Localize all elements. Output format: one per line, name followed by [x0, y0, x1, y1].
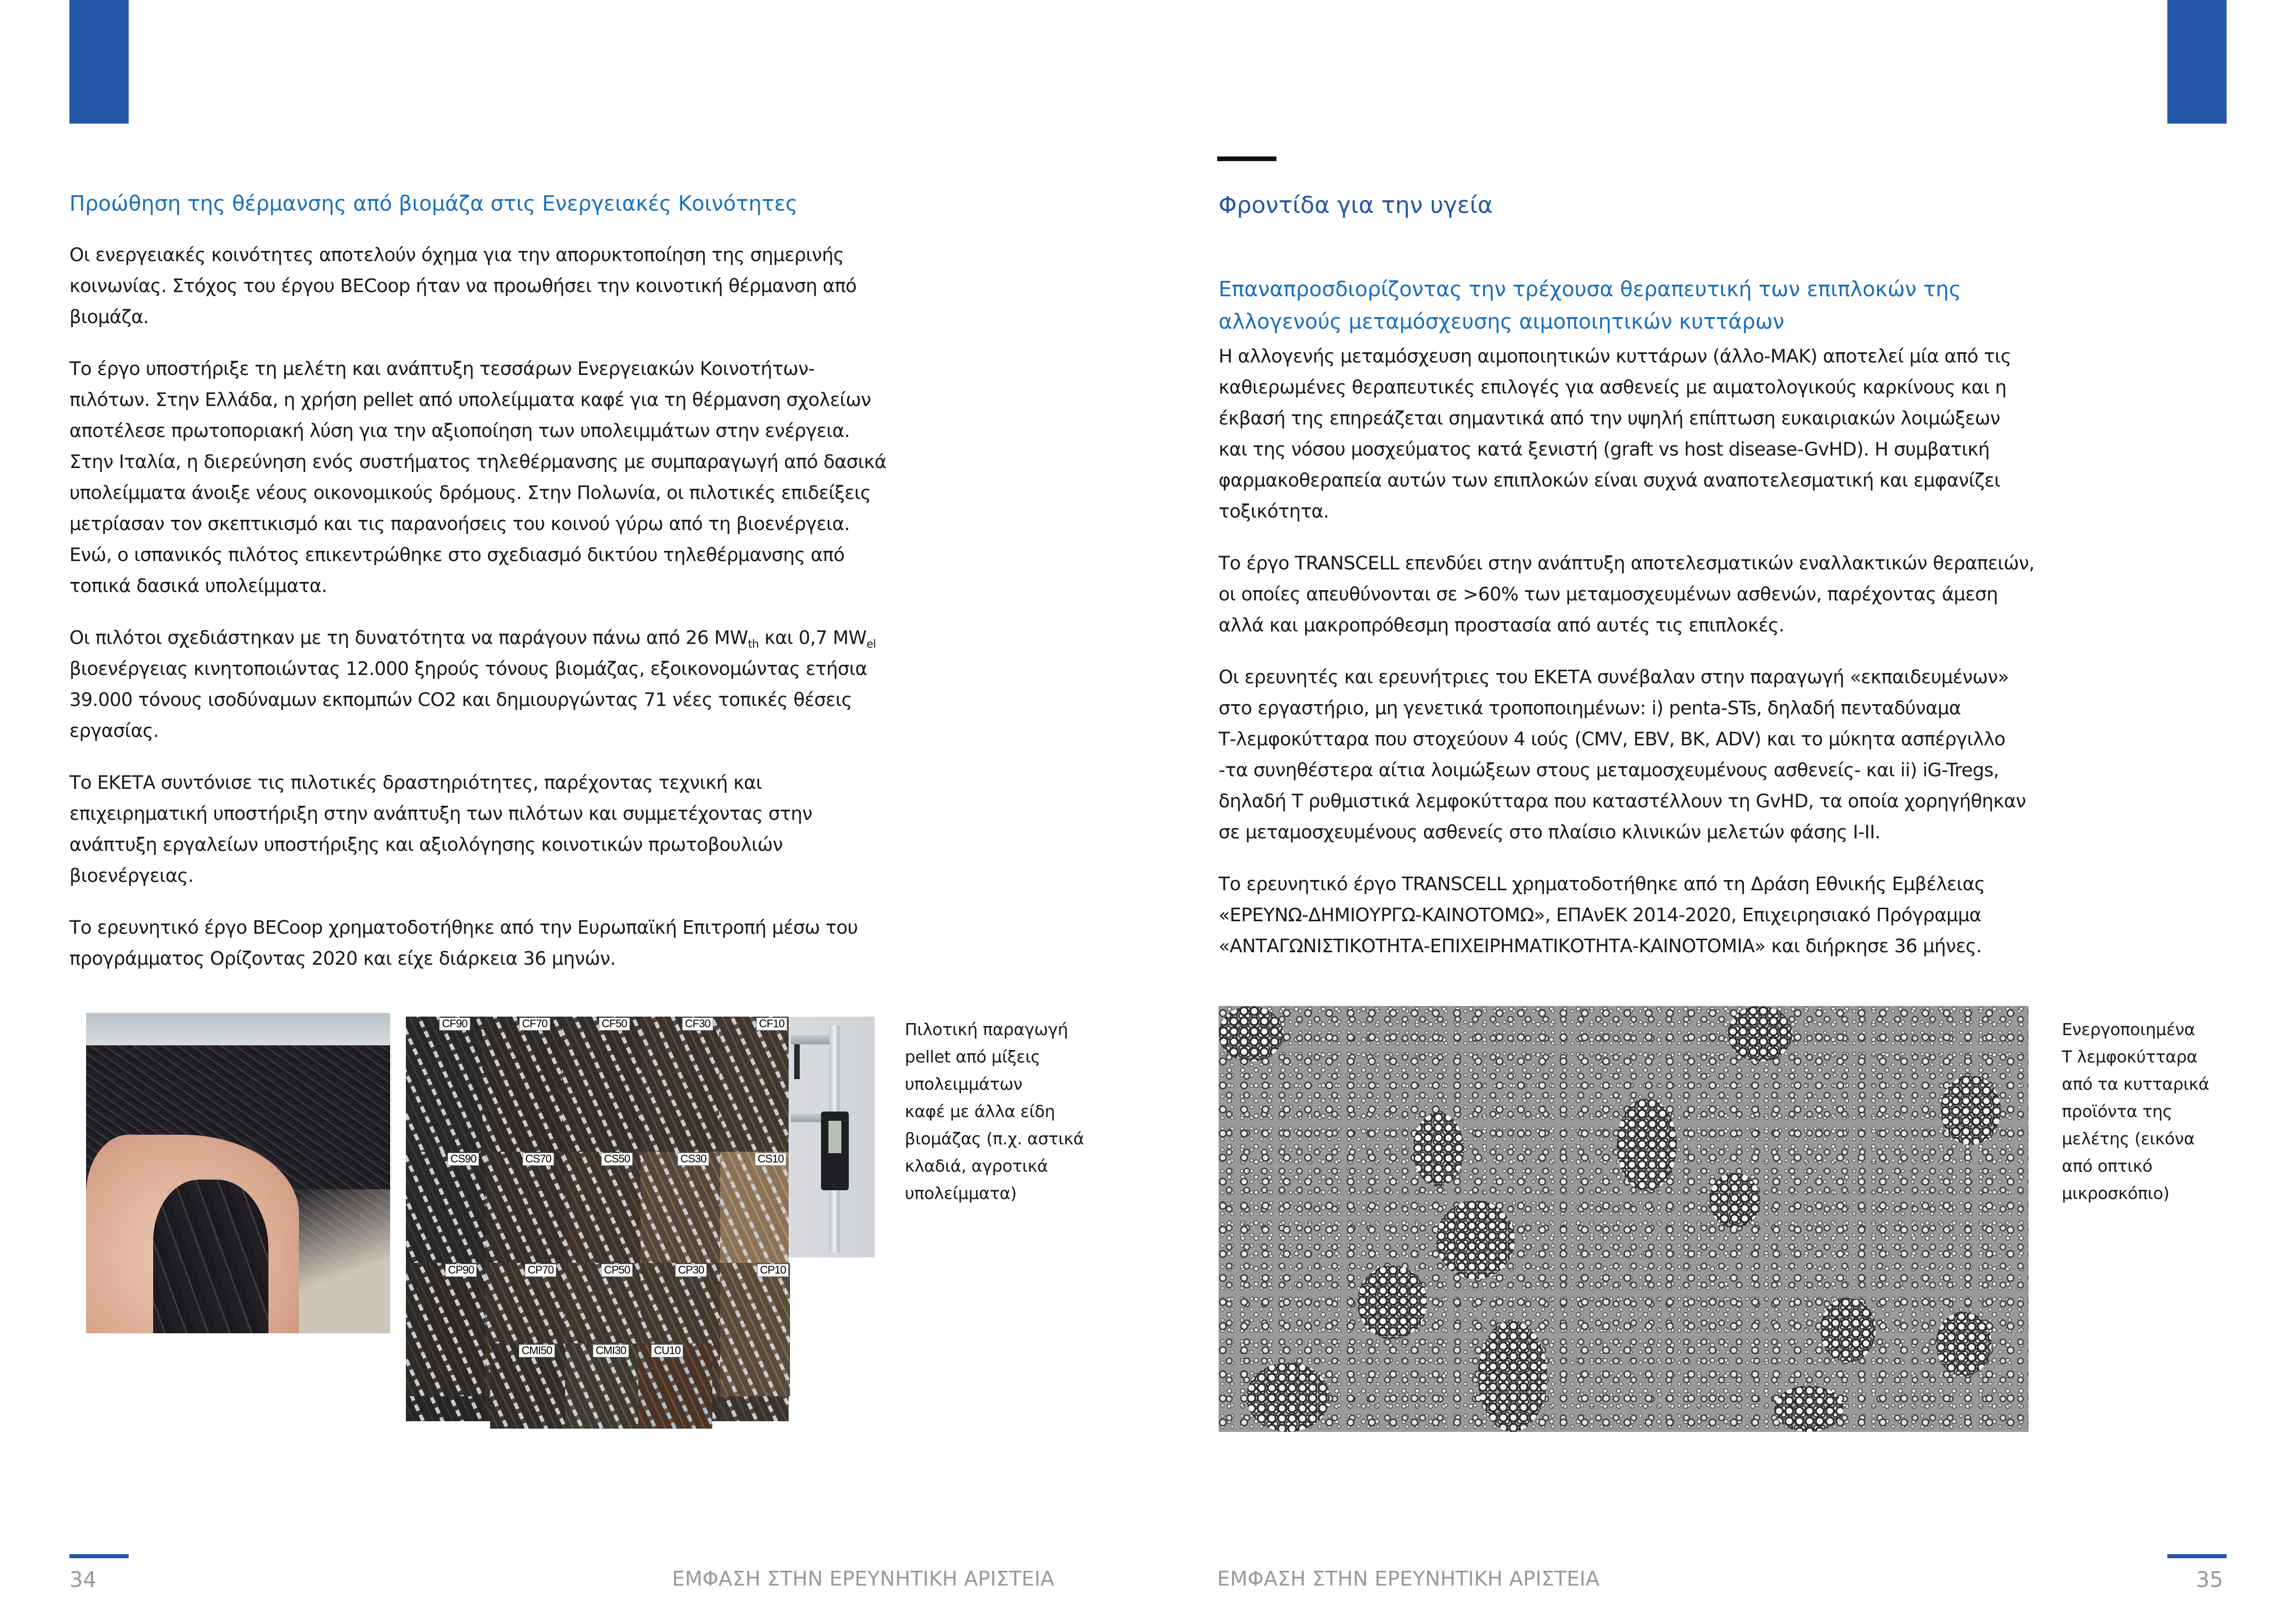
text-line: κοινωνίας. Στόχος του έργου BECoop ήταν να προωθήσει την κοινοτική θέρμανση από — [69, 275, 857, 297]
digital-caliper — [789, 1017, 875, 1257]
text-line: βιοενέργειας. — [69, 865, 194, 887]
caption-line: υπολείμματα) — [905, 1184, 1017, 1203]
caliper-jaw-upper — [791, 1035, 830, 1044]
text-line: Οι ερευνητές και ερευνήτριες του ΕΚΕΤΑ συνέβαλαν στην παραγωγή «εκπαιδευμένων» — [1219, 667, 2009, 688]
text-line: «ΑΝΤΑΓΩΝΙΣΤΙΚΟΤΗΤΑ-ΕΠΙΧΕΙΡΗΜΑΤΙΚΟΤΗΤΑ-ΚΑΙΝΟΤΟΜΙΑ» και διήρκησε 36 μήνες. — [1219, 936, 1982, 957]
sample-label: CF90 — [439, 1018, 470, 1031]
photo-pellets-in-hand — [153, 1180, 269, 1333]
text-line: 39.000 τόνους ισοδύναμων εκπομπών CO2 και δημιουργώντας 71 νέες τοπικές θέσεις — [69, 689, 852, 711]
caption-line: από τα κυτταρικά — [2062, 1075, 2209, 1094]
text-line: Η αλλογενής μεταμόσχευση αιμοποιητικών κυττάρων (άλλο-ΜΑΚ) αποτελεί μία από τις — [1219, 346, 2011, 367]
text-line: πιλότων. Στην Ελλάδα, η χρήση pellet από υπολείμματα καφέ για τη θέρμανση σχολείων — [69, 389, 871, 411]
text-line: σε μεταμοσχευμένους ασθενείς στο πλαίσιο κλινικών μελετών φάσης I-II. — [1219, 822, 1881, 843]
caption-line: από οπτικό — [2062, 1157, 2153, 1176]
pellet-sample-cell — [562, 1017, 641, 1152]
left-paragraph-2 — [69, 354, 898, 602]
text-line: προγράμματος Ορίζοντας 2020 και είχε διάρκεια 36 μηνών. — [69, 948, 616, 969]
subscript-th: th — [748, 637, 759, 650]
pellet-sample-cell — [406, 1263, 485, 1396]
pellet-sample-cell — [641, 1017, 719, 1152]
cell-cluster — [1357, 1265, 1427, 1339]
sample-label: CF50 — [599, 1018, 630, 1031]
pellet-sample-cell — [638, 1343, 712, 1429]
left-paragraph-5 — [69, 912, 898, 974]
sample-label: CS90 — [448, 1153, 479, 1166]
cell-cluster — [1728, 1006, 1792, 1062]
caption-line: βιομάζας (π.χ. αστικά — [905, 1130, 1084, 1149]
pellet-sample-cell — [565, 1343, 638, 1429]
pellet-grid-row-5 — [490, 1343, 712, 1429]
sample-label: CP50 — [601, 1264, 633, 1277]
cell-cluster — [1774, 1386, 1843, 1432]
subheading-line: αλλογενούς μεταμόσχευσης αιμοποιητικών κυττάρων — [1219, 309, 1785, 334]
top-accent-bar-right — [2167, 0, 2227, 124]
sample-label: CF30 — [682, 1018, 713, 1031]
running-title-right: ΕΜΦΑΣΗ ΣΤΗΝ ΕΡΕΥΝΗΤΙΚΗ ΑΡΙΣΤΕΙΑ — [1217, 1567, 1599, 1591]
text-line: Στην Ιταλία, η διερεύνηση ενός συστήματος τηλεθέρμανσης με συμπαραγωγή από δασικά — [69, 451, 887, 473]
right-page-content — [1219, 189, 2047, 983]
pellet-sample-cell — [490, 1343, 565, 1429]
text-line: επιχειρηματική υποστήριξη στην ανάπτυξη των πιλότων και συμμετέχοντας στην — [69, 803, 812, 824]
left-body — [69, 240, 898, 974]
text-line: τοξικότητα. — [1219, 501, 1329, 522]
text-line: Οι ενεργειακές κοινότητες αποτελούν όχημα για την απορυκτοποίηση της σημερινής — [69, 244, 844, 266]
text-fragment: και 0,7 MW — [759, 627, 867, 649]
subscript-el: el — [866, 637, 876, 650]
text-line: στο εργαστήριο, μη γενετικά τροποποιημένων: i) penta-STs, δηλαδή πενταδύναμα — [1219, 698, 1961, 719]
page-number-right: 35 — [2196, 1567, 2223, 1592]
sample-label: CU10 — [651, 1344, 683, 1357]
running-title-left: ΕΜΦΑΣΗ ΣΤΗΝ ΕΡΕΥΝΗΤΙΚΗ ΑΡΙΣΤΕΙΑ — [672, 1567, 1054, 1591]
caliper-sample-pellet — [794, 1044, 800, 1079]
caliper-jaw-lower — [791, 1114, 823, 1122]
sample-label: CMI50 — [519, 1344, 555, 1357]
text-line: καθιερωμένες θεραπευτικές επιλογές για ασθενείς με αιματολογικούς καρκίνους και η — [1219, 377, 2007, 398]
text-line: αποτέλεσε πρωτοποριακή λύση για την αξιοποίηση των υπολειμμάτων στην ενέργεια. — [69, 420, 850, 442]
text-line: Τ-λεμφοκύτταρα που στοχεύουν 4 ιούς (CMV, EBV, BK, ADV) και το μύκητα ασπέργιλλο — [1219, 729, 2005, 750]
caption-line: προϊόντα της — [2062, 1102, 2172, 1121]
top-accent-bar-left — [69, 0, 129, 124]
sample-label: CS70 — [523, 1153, 554, 1166]
text-line: φαρμακοθεραπεία αυτών των επιπλοκών είναι συχνά αναποτελεσματική και εμφανίζει — [1219, 470, 2000, 491]
caption-line: μικροσκόπιο) — [2062, 1184, 2170, 1203]
sample-label: CS50 — [601, 1153, 633, 1166]
text-line: οι οποίες απευθύνονται σε >60% των μεταμοσχευμένων ασθενών, παρέχοντας άμεση — [1219, 584, 1998, 605]
footer-accent-bar-right — [2167, 1554, 2227, 1558]
sample-label: CS30 — [678, 1153, 709, 1166]
cell-cluster — [1941, 1075, 2001, 1145]
caption-line: υπολειμμάτων — [905, 1075, 1023, 1094]
text-line: μετρίασαν τον σκεπτικισμό και τις παρανοήσεις του κοινού γύρω από τη βιοενέργεια. — [69, 513, 850, 535]
cell-cluster — [1617, 1099, 1677, 1191]
pellet-sample-cell — [406, 1152, 485, 1278]
cell-cluster — [1478, 1321, 1547, 1432]
sample-label: CMI30 — [593, 1344, 629, 1357]
pellet-sample-cell — [719, 1017, 789, 1152]
text-line: τοπικά δασικά υπολείμματα. — [69, 575, 327, 597]
text-line: Το ερευνητικό έργο TRANSCELL χρηματοδοτήθηκε από τη Δράση Εθνικής Εμβέλειας — [1219, 874, 1985, 895]
right-paragraph-4 — [1219, 869, 2047, 962]
caliper-display — [828, 1121, 841, 1153]
text-line: Το ΕΚΕΤΑ συντόνισε τις πιλοτικές δραστηριότητες, παρέχοντας τεχνική και — [69, 772, 762, 793]
pellet-sample-cell — [720, 1263, 790, 1396]
right-paragraph-3 — [1219, 662, 2047, 848]
sample-label: CP90 — [445, 1264, 477, 1277]
right-figure-caption — [2062, 1016, 2209, 1207]
sample-label: CS10 — [755, 1153, 786, 1166]
text-line — [69, 623, 898, 654]
microscope-image — [1219, 1006, 2028, 1432]
pellet-sample-cell — [564, 1152, 641, 1278]
pellet-sample-cell — [406, 1017, 482, 1152]
text-line: αλλά και μακροπρόθεσμη προστασία από αυτές τις επιπλοκές. — [1219, 615, 1785, 636]
text-line: ανάπτυξη εργαλείων υποστήριξης και αξιολόγησης κοινοτικών πρωτοβουλιών — [69, 834, 783, 856]
text-fragment: Οι πιλότοι σχεδιάστηκαν με τη δυνατότητα να παράγουν πάνω από 26 MW — [69, 627, 748, 649]
cell-cluster — [1709, 1173, 1760, 1228]
caption-line: Ενεργοποιημένα — [2062, 1020, 2195, 1039]
text-line: βιοενέργειας κινητοποιώντας 12.000 ξηρούς τόνους βιομάζας, εξοικονομώντας ετήσια — [69, 658, 867, 680]
pellet-hand-photo — [86, 1013, 390, 1333]
pellet-sample-cell — [720, 1152, 789, 1278]
sample-label: CF10 — [756, 1018, 787, 1031]
right-paragraph-1 — [1219, 341, 2047, 527]
caption-line: pellet από μίξεις — [905, 1048, 1040, 1067]
text-line: -τα συνηθέστερα αίτια λοιμώξεων στους μεταμοσχευμένους ασθενείς- και ii) iG-Tregs, — [1219, 760, 1999, 781]
section-rule — [1217, 156, 1276, 161]
caption-line: καφέ με άλλα είδη — [905, 1102, 1055, 1121]
section-title: Φροντίδα για την υγεία — [1219, 192, 1493, 219]
left-page-content — [69, 187, 898, 995]
footer-accent-bar-left — [69, 1554, 129, 1558]
cell-cluster — [1246, 1362, 1330, 1432]
sample-label: CP70 — [525, 1264, 556, 1277]
cell-cluster — [1219, 1006, 1283, 1062]
text-line: Το έργο TRANSCELL επενδύει στην ανάπτυξη αποτελεσματικών εναλλακτικών θεραπειών, — [1219, 553, 2035, 574]
text-line: και της νόσου μοσχεύματος κατά ξενιστή (graft vs host disease-GvHD). Η συμβατική — [1219, 439, 1990, 460]
right-body — [1219, 341, 2047, 962]
cell-cluster — [1413, 1112, 1464, 1187]
right-subheading — [1219, 273, 2047, 338]
text-line: «ΕΡΕΥΝΩ-ΔΗΜΙΟΥΡΓΩ-ΚΑΙΝΟΤΟΜΩ», ΕΠΑνΕΚ 2014-2020, Επιχειρησιακό Πρόγραμμα — [1219, 905, 1981, 926]
caption-line: Τ λεμφοκύτταρα — [2062, 1048, 2197, 1067]
photo-background-strip — [86, 1013, 390, 1045]
left-paragraph-4 — [69, 768, 898, 892]
text-line: υπολείμματα άνοιξε νέους οικονομικούς δρόμους. Στην Πολωνία, οι πιλοτικές επιδείξεις — [69, 482, 871, 504]
photo-floor — [284, 1189, 390, 1333]
text-line: Το ερευνητικό έργο BECoop χρηματοδοτήθηκε από την Ευρωπαϊκή Επιτροπή μέσω του — [69, 917, 858, 938]
cell-cluster — [1436, 1200, 1515, 1279]
pellet-sample-cell — [485, 1152, 564, 1278]
sample-label: CF70 — [519, 1018, 550, 1031]
left-heading: Προώθηση της θέρμανσης από βιομάζα στις Ενεργειακές Κοινότητες — [69, 191, 798, 216]
text-line: έκβασή της επηρεάζεται σημαντικά από την υψηλή επίπτωση ευκαιριακών λοιμώξεων — [1219, 408, 2000, 429]
caption-line: μελέτης (εικόνα — [2062, 1130, 2195, 1149]
cell-cluster — [1820, 1298, 1876, 1362]
right-paragraph-2 — [1219, 548, 2047, 641]
cell-cluster — [1936, 1312, 1991, 1376]
text-line: βιομάζα. — [69, 306, 149, 328]
caption-line: Πιλοτική παραγωγή — [905, 1020, 1068, 1039]
sample-label: CP30 — [675, 1264, 707, 1277]
text-line: δηλαδή Τ ρυθμιστικά λεμφοκύτταρα που καταστέλλουν τη GvHD, τα οποία χορηγήθηκαν — [1219, 791, 2026, 812]
text-line: Το έργο υποστήριξε τη μελέτη και ανάπτυξη τεσσάρων Ενεργειακών Κοινοτήτων- — [69, 358, 815, 380]
left-figure-caption — [905, 1016, 1084, 1207]
text-line: εργασίας. — [69, 720, 159, 742]
pellet-sample-cell — [641, 1152, 720, 1278]
text-line: Ενώ, ο ισπανικός πιλότος επικεντρώθηκε στο σχεδιασμό δικτύου τηλεθέρμανσης από — [69, 544, 845, 566]
pellet-sample-cell — [482, 1017, 562, 1152]
left-paragraph-3 — [69, 623, 898, 747]
caption-line: κλαδιά, αγροτικά — [905, 1157, 1048, 1176]
sample-label: CP10 — [757, 1264, 789, 1277]
page-number-left: 34 — [69, 1567, 97, 1592]
subheading-line: Επαναπροσδιορίζοντας την τρέχουσα θεραπευτική των επιπλοκών της — [1219, 277, 1961, 301]
left-paragraph-1 — [69, 240, 898, 333]
